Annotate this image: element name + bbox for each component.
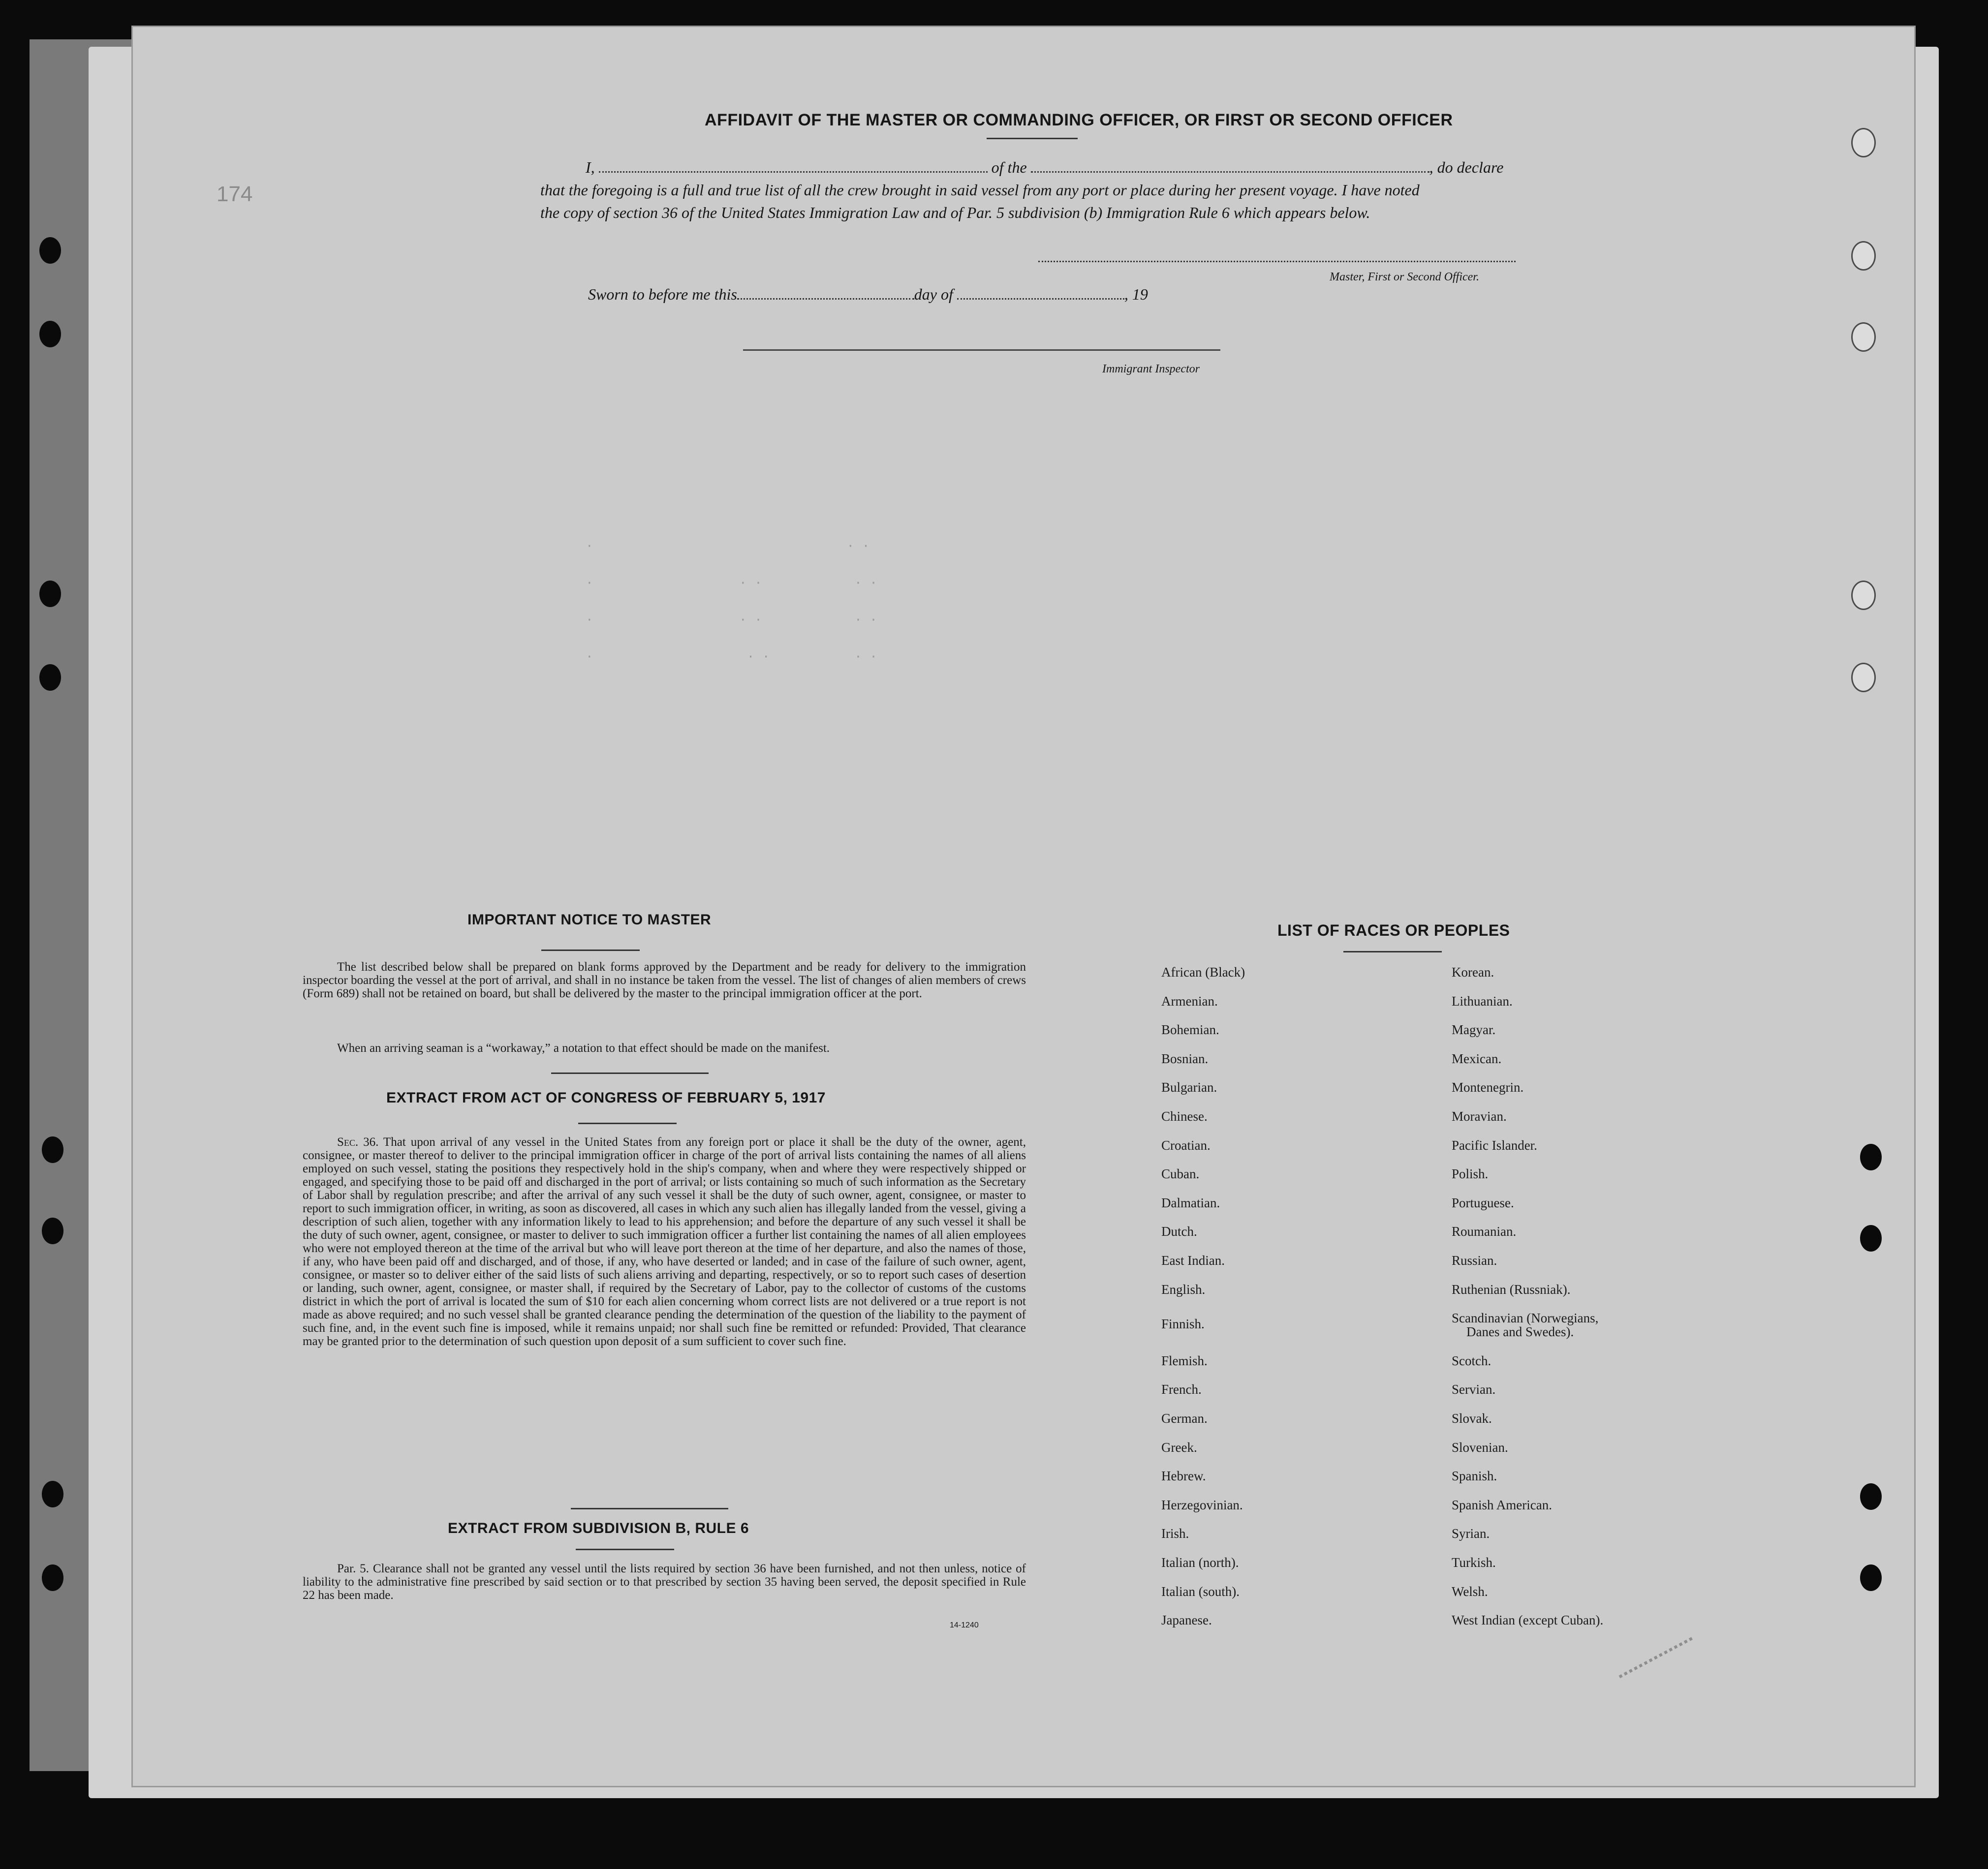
- affidavit-of-the-label: of the: [991, 158, 1027, 176]
- extract2-title: EXTRACT FROM SUBDIVISION B, RULE 6: [448, 1520, 749, 1536]
- affidavit-line2: that the foregoing is a full and true list of all the crew brought in said vessel from any port or place during her present voyage. I have noted: [540, 181, 1420, 199]
- notice-rule: [541, 950, 640, 951]
- binder-hole: [1860, 1483, 1882, 1510]
- affidavit-line3: the copy of section 36 of the United States Immigration Law and of Par. 5 subdivision (b) Immigration Rule 6 which appears below.: [540, 204, 1370, 221]
- race-item: Japanese.: [1161, 1613, 1212, 1628]
- master-signature-line[interactable]: [1038, 261, 1516, 262]
- affidavit-line1: [586, 156, 1503, 179]
- race-item: Syrian.: [1452, 1526, 1490, 1541]
- extract1-sec-label: Sec. 36.: [337, 1135, 379, 1149]
- race-item: Dalmatian.: [1161, 1195, 1220, 1210]
- race-item: Bosnian.: [1161, 1051, 1209, 1066]
- race-item: Herzegovinian.: [1161, 1497, 1243, 1512]
- race-item: German.: [1161, 1411, 1208, 1426]
- vessel-blank[interactable]: [1031, 169, 1429, 173]
- extract2-rule: [576, 1549, 674, 1550]
- master-signature-label: Master, First or Second Officer.: [1330, 271, 1479, 283]
- race-item: French.: [1161, 1382, 1202, 1397]
- race-item: Dutch.: [1161, 1224, 1197, 1239]
- sworn-month-blank[interactable]: [957, 296, 1124, 300]
- race-item: Spanish American.: [1452, 1497, 1552, 1512]
- race-item: Turkish.: [1452, 1555, 1496, 1570]
- notice-para1: The list described below shall be prepared on blank forms approved by the Department and be ready for delivery to the immigration inspector boarding the vessel at the port of arrival, and shall in no instance be taken from the vessel. The list of changes of alien members of crews (Form 689) shall not be retained on board, but shall be delivered by the master to the principal immigration officer at the port.: [303, 960, 1026, 1000]
- binder-hole: [1851, 581, 1876, 610]
- race-item: Armenian.: [1161, 993, 1218, 1009]
- binder-hole: [42, 1564, 63, 1591]
- race-item: Korean.: [1452, 965, 1494, 980]
- title-rule: [987, 138, 1078, 139]
- extract1-title: EXTRACT FROM ACT OF CONGRESS OF FEBRUARY 5, 1917: [386, 1090, 826, 1106]
- binder-hole: [1851, 241, 1876, 271]
- extract1-rule: [578, 1123, 677, 1124]
- sworn-line: [588, 283, 1148, 306]
- notice-title: IMPORTANT NOTICE TO MASTER: [467, 912, 712, 928]
- race-item: Italian (north).: [1161, 1555, 1239, 1570]
- faint-stamp: ▪▪▪▪▪▪▪▪▪▪▪▪▪▪▪: [1615, 1631, 1697, 1683]
- race-item: Scandinavian (Norwegians,: [1452, 1311, 1599, 1326]
- binder-hole: [1851, 128, 1876, 157]
- race-item: Irish.: [1161, 1526, 1189, 1541]
- race-item: Moravian.: [1452, 1109, 1507, 1124]
- binder-hole: [39, 237, 61, 264]
- sworn-year-label: , 19: [1124, 285, 1148, 303]
- races-rule: [1343, 951, 1442, 952]
- binder-hole: [42, 1218, 63, 1244]
- inspector-label: Immigrant Inspector: [1102, 363, 1200, 375]
- race-item: Scotch.: [1452, 1353, 1491, 1368]
- race-item: Flemish.: [1161, 1353, 1208, 1368]
- extract2-text: Par. 5. Clearance shall not be granted any vessel until the lists required by section 36 have been furnished, and not then unless, notice of liability to the administrative fine prescribed by said section or to that prescribed by section 35 having been served, the deposit specified in Rule 22 has been made.: [303, 1562, 1026, 1602]
- binder-hole: [1860, 1144, 1882, 1170]
- affidavit-i-label: I,: [586, 158, 595, 176]
- extract1-top-rule: [551, 1072, 709, 1074]
- race-item: Finnish.: [1161, 1317, 1205, 1332]
- binder-hole: [39, 321, 61, 347]
- race-item: Slovenian.: [1452, 1440, 1508, 1455]
- sworn-label: Sworn to before me this: [588, 285, 737, 303]
- race-item: West Indian (except Cuban).: [1452, 1613, 1604, 1628]
- name-blank[interactable]: [599, 169, 988, 173]
- race-item: Croatian.: [1161, 1137, 1211, 1153]
- race-item: Slovak.: [1452, 1411, 1492, 1426]
- race-item: Danes and Swedes).: [1466, 1324, 1574, 1340]
- form-number: 14-1240: [950, 1621, 979, 1629]
- affidavit-title: AFFIDAVIT OF THE MASTER OR COMMANDING OFFICER, OR FIRST OR SECOND OFFICER: [705, 111, 1453, 129]
- race-item: Hebrew.: [1161, 1469, 1206, 1484]
- race-item: Greek.: [1161, 1440, 1197, 1455]
- race-item: Portuguese.: [1452, 1195, 1514, 1210]
- race-item: Italian (south).: [1161, 1584, 1240, 1599]
- race-item: Magyar.: [1452, 1022, 1496, 1038]
- margin-mark: 174: [217, 182, 253, 206]
- race-item: Spanish.: [1452, 1469, 1497, 1484]
- form-page: [133, 27, 1914, 1786]
- extract2-top-rule: [571, 1508, 728, 1509]
- sworn-day-blank[interactable]: [737, 296, 914, 300]
- race-item: Roumanian.: [1452, 1224, 1517, 1239]
- race-item: African (Black): [1161, 965, 1245, 980]
- extract1-body: That upon arrival of any vessel in the United States from any foreign port or place it shall be the duty of the owner, agent, consignee, or master thereof to deliver to the principal immigration officer in charge of the port of arrival lists containing the names of all aliens employed on such vessel, stating the positions they respectively hold in the ship's company, when and where they were respectively shipped or engaged, and specifying those to be paid off and discharged in the port of arrival; or lists containing so much of such information as the Secretary of Labor shall by regulation prescribe; and after the arrival of any such vessel it shall be the duty of such owner, agent, consignee, or master to report to such immigration officer, in writing, as soon as discovered, all cases in which any such alien has illegally landed from the vessel, giving a description of such alien, together with any information likely to lead to his apprehension; and before the departure of any such vessel it shall be the duty of such owner, agent, consignee, or master to deliver to such immigration officer a further list containing the names of all alien employees who were not employed thereon at the time of the arrival but who will leave port thereon at the time of her departure, and also the names of those, if any, who have been paid off and discharged, and of those, if any, who have deserted or landed; and in case of the failure of such owner, agent, consignee, or master so to deliver either of the said lists of such aliens arriving and departing, respectively, or so to report such cases of desertion or landing, such owner, agent, consignee, or master shall, if required by the Secretary of Labor, pay to the collector of customs of the customs district in which the port of arrival is located the sum of $10 for each alien concerning whom correct lists are not delivered or a true report is not made as above required; and no such vessel shall be granted clearance pending the determination of the question of the liability to the payment of such fine, and, in the event such fine is imposed, while it remains unpaid; nor shall such fine be remitted or refunded: Provided, That clearance may be granted prior to the determination of such question upon deposit of a sum sufficient to cover such fine.: [303, 1135, 1026, 1348]
- race-item: Chinese.: [1161, 1109, 1208, 1124]
- binder-hole: [42, 1136, 63, 1163]
- binder-hole: [39, 664, 61, 691]
- notice-para2: When an arriving seaman is a “workaway,” a notation to that effect should be made on the manifest.: [337, 1042, 830, 1055]
- binder-hole: [1851, 322, 1876, 352]
- race-item: Servian.: [1452, 1382, 1496, 1397]
- race-item: Bohemian.: [1161, 1022, 1219, 1038]
- affidavit-declare-label: , do declare: [1429, 158, 1504, 176]
- bleed-through-area: · · · · · · · · · · · · · · · · · ·: [586, 539, 877, 664]
- race-item: Russian.: [1452, 1253, 1497, 1268]
- extract1-text: [303, 1135, 1026, 1348]
- race-item: Pacific Islander.: [1452, 1137, 1537, 1153]
- binder-hole: [1851, 663, 1876, 692]
- races-title: LIST OF RACES OR PEOPLES: [1277, 921, 1510, 939]
- race-item: Welsh.: [1452, 1584, 1488, 1599]
- binder-hole: [1860, 1564, 1882, 1591]
- sworn-day-of-label: day of: [914, 285, 953, 303]
- binder-hole: [1860, 1225, 1882, 1252]
- race-item: East Indian.: [1161, 1253, 1225, 1268]
- race-item: English.: [1161, 1282, 1206, 1297]
- race-item: Lithuanian.: [1452, 993, 1513, 1009]
- inspector-signature-line[interactable]: [743, 349, 1220, 351]
- binder-hole: [42, 1481, 63, 1507]
- race-item: Polish.: [1452, 1166, 1489, 1182]
- race-item: Bulgarian.: [1161, 1080, 1217, 1095]
- race-item: Montenegrin.: [1452, 1080, 1524, 1095]
- race-item: Ruthenian (Russniak).: [1452, 1282, 1571, 1297]
- race-item: Mexican.: [1452, 1051, 1502, 1066]
- binder-hole: [39, 581, 61, 607]
- race-item: Cuban.: [1161, 1166, 1200, 1182]
